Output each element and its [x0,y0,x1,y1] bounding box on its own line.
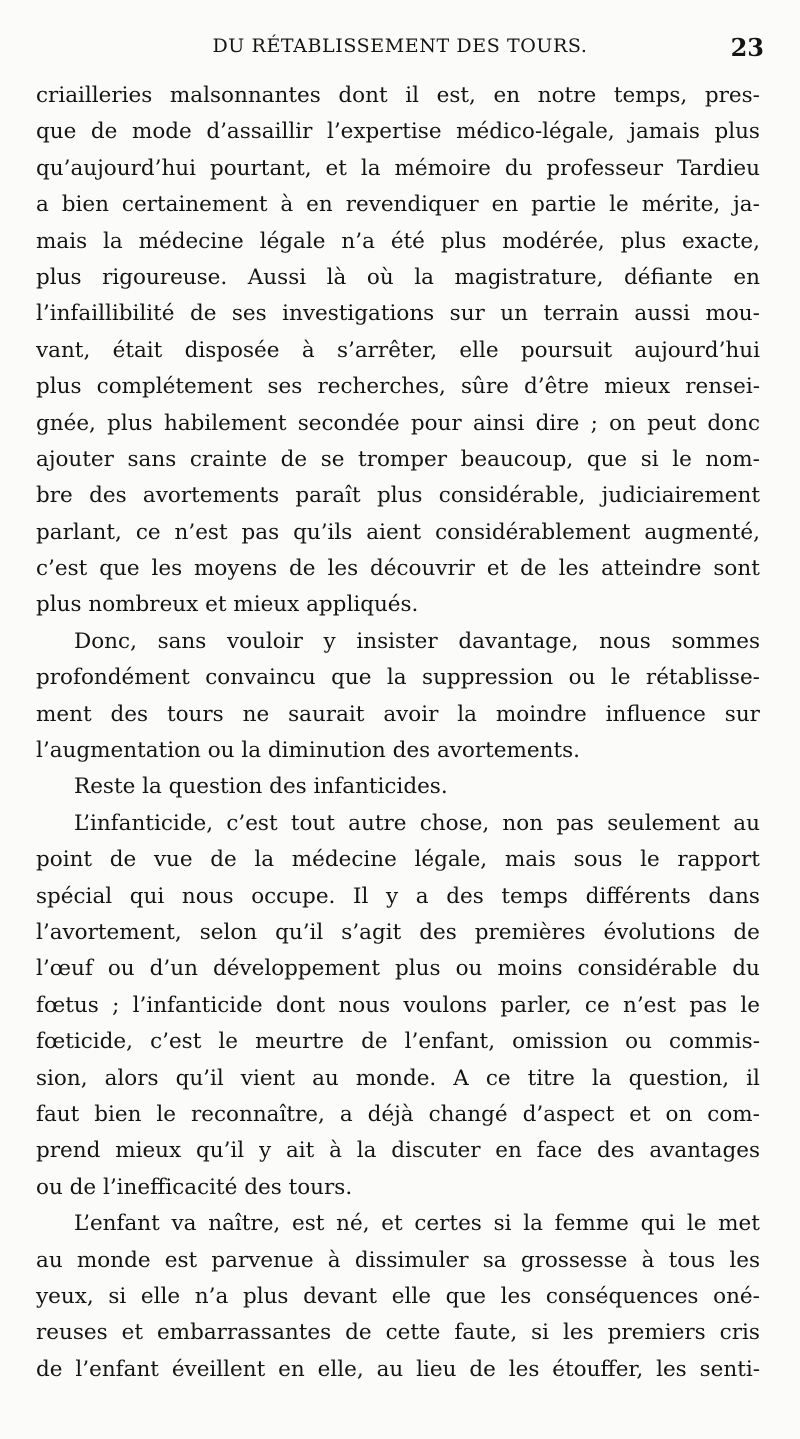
text-line: au monde est parvenue à dissimuler sa grossesse à tous les [36,1247,760,1273]
text-line: Donc, sans vouloir y insister davantage, nous sommes [74,628,760,654]
text-line: prend mieux qu’il y ait à la discuter en face des avantages [36,1138,760,1164]
text-line: ment des tours ne saurait avoir la moindre influence sur [36,701,760,727]
text-line: reuses et embarrassantes de cette faute, si les premiers cris [36,1320,760,1346]
text-line: bre des avortements paraît plus considérable, judiciairement [36,483,760,509]
text-line: a bien certainement à en revendiquer en partie le mérite, ja- [36,192,760,218]
text-line: plus complétement ses recherches, sûre d’être mieux rensei- [36,374,760,400]
text-line: l’œuf ou d’un développement plus ou moins considérable du [36,956,760,982]
text-line: de l’enfant éveillent en elle, au lieu de les étouffer, les senti- [36,1356,760,1382]
text-line: vant, était disposée à s’arrêter, elle poursuit aujourd’hui [36,337,760,363]
text-line: l’augmentation ou la diminution des avortements. [36,738,580,764]
text-line: fœticide, c’est le meurtre de l’enfant, omission ou commis- [36,1029,760,1055]
text-line: que de mode d’assaillir l’expertise médico-légale, jamais plus [36,119,760,145]
text-line: plus nombreux et mieux appliqués. [36,592,419,618]
text-line: l’avortement, selon qu’il s’agit des premières évolutions de [36,919,760,945]
text-line: l’infaillibilité de ses investigations sur un terrain aussi mou- [36,301,760,327]
text-line: mais la médecine légale n’a été plus modérée, plus exacte, [36,228,760,254]
text-line: profondément convaincu que la suppression ou le rétablisse- [36,665,760,691]
page-number: 23 [730,33,764,62]
text-line: sion, alors qu’il vient au monde. A ce titre la question, il [36,1065,760,1091]
text-line: L’enfant va naître, est né, et certes si la femme qui le met [74,1211,760,1237]
text-line: fœtus ; l’infanticide dont nous voulons parler, ce n’est pas le [36,992,760,1018]
body-text [36,78,760,1388]
text-line: L’infanticide, c’est tout autre chose, non pas seulement au [74,810,760,836]
text-line: faut bien le reconnaître, a déjà changé d’aspect et on com- [36,1101,760,1127]
text-line: parlant, ce n’est pas qu’ils aient considérablement augmenté, [36,519,760,545]
text-line: ajouter sans crainte de se tromper beaucoup, que si le nom- [36,446,760,472]
text-line: point de vue de la médecine légale, mais sous le rapport [36,847,760,873]
running-head [36,33,764,63]
text-line: Reste la question des infanticides. [74,774,448,800]
text-line: gnée, plus habilement secondée pour ainsi dire ; on peut donc [36,410,760,436]
text-line: yeux, si elle n’a plus devant elle que les conséquences oné- [36,1283,760,1309]
text-line: ou de l’inefficacité des tours. [36,1174,353,1200]
text-line: c’est que les moyens de les découvrir et de les atteindre sont [36,556,760,582]
text-line: spécial qui nous occupe. Il y a des temps différents dans [36,883,760,909]
text-line: plus rigoureuse. Aussi là où la magistrature, défiante en [36,264,760,290]
text-line: qu’aujourd’hui pourtant, et la mémoire du professeur Tardieu [36,155,760,181]
text-line: criailleries malsonnantes dont il est, en notre temps, pres- [36,83,760,108]
running-title: DU RÉTABLISSEMENT DES TOURS. [212,35,588,57]
